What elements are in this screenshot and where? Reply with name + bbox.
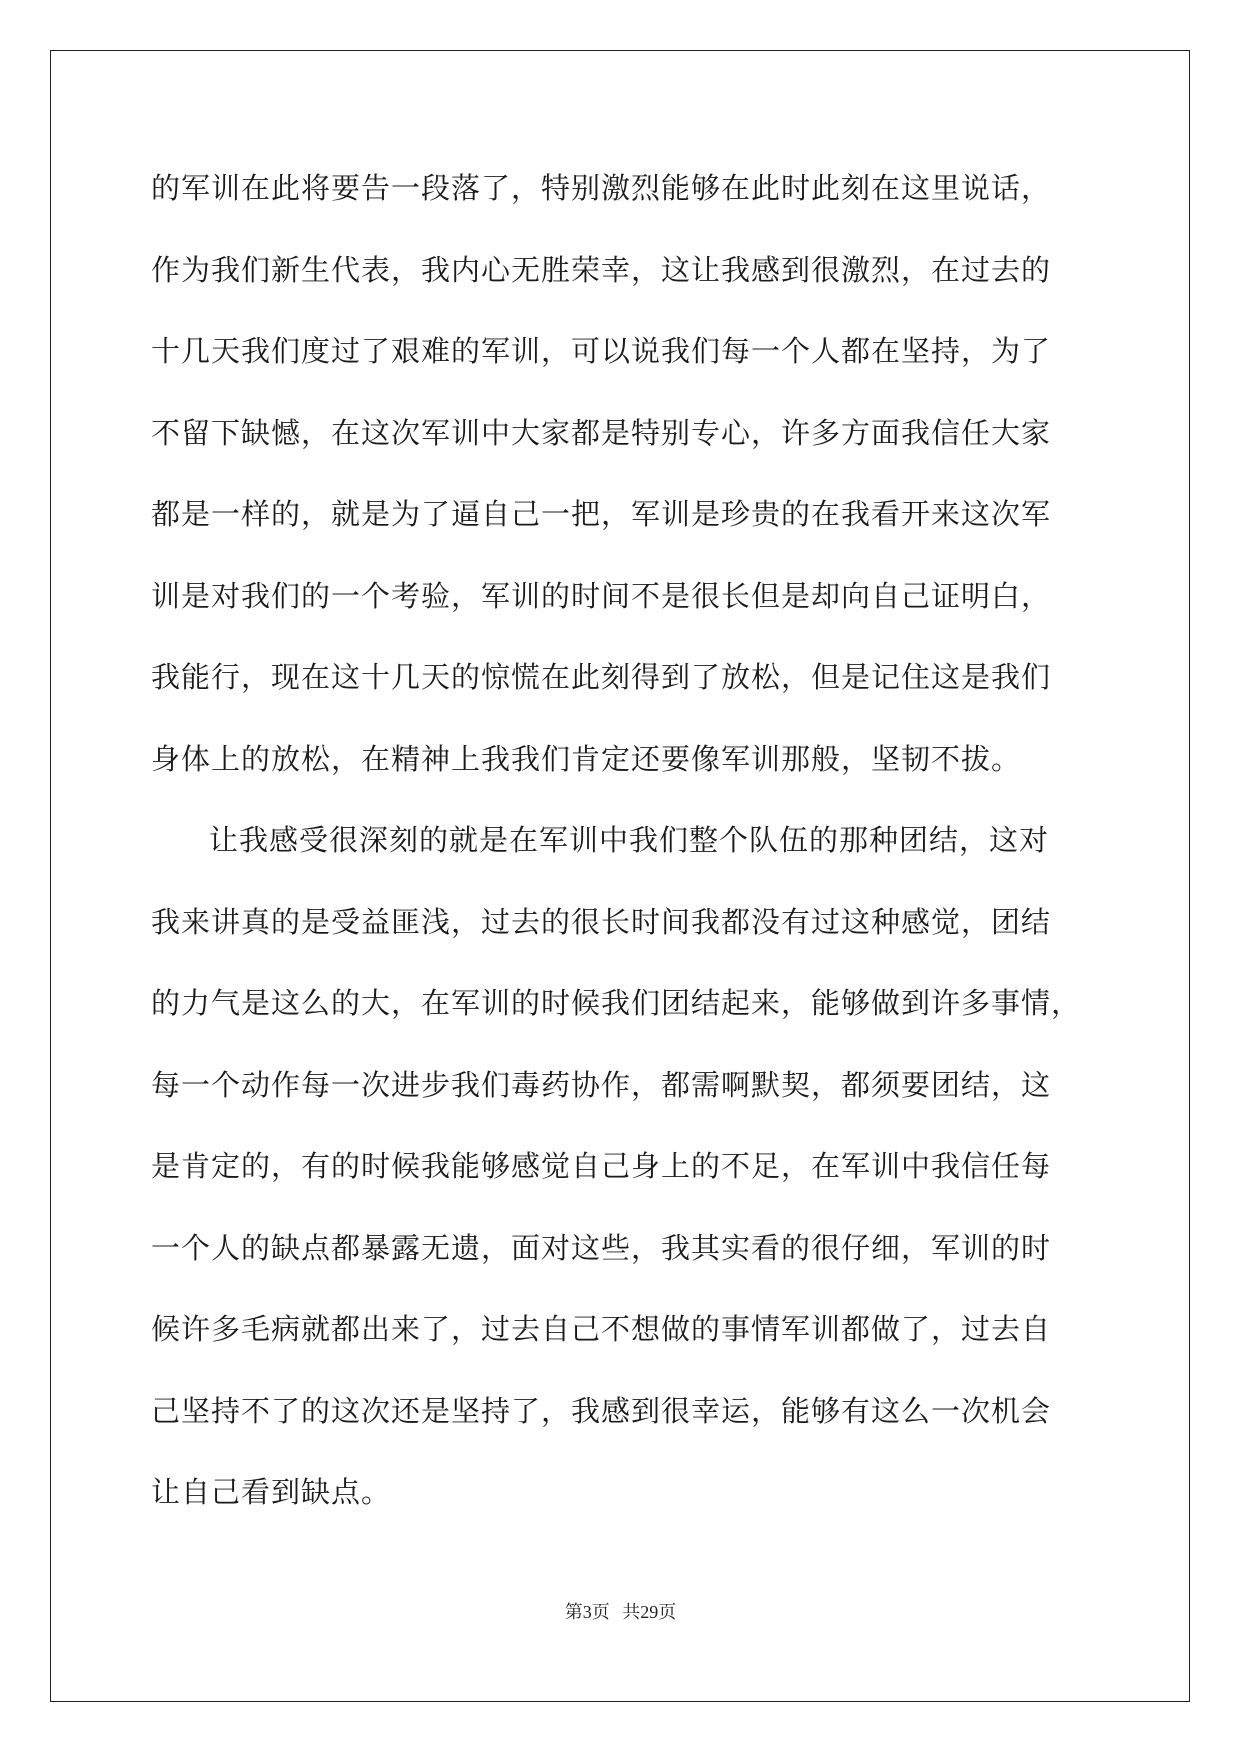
text-line: 己坚持不了的这次还是坚持了，我感到很幸运，能够有这么一次机会 [151, 1393, 1052, 1428]
text-line: 的军训在此将要告一段落了，特别激烈能够在此时此刻在这里说话， [151, 171, 1052, 205]
text-line: 身体上的放松，在精神上我我们肯定还要像军训那般，坚韧不拔。 [151, 741, 1022, 776]
text-line: 的力气是这么的大，在军训的时候我们团结起来，能够做到许多事情， [151, 986, 1082, 1020]
document-body [151, 148, 1091, 1534]
text-line-indented: 让我感受很深刻的就是在军训中我们整个队伍的那种团结，这对 [209, 823, 1050, 857]
page-number: 第3页 [564, 1602, 610, 1622]
text-line: 是肯定的，有的时候我能够感觉自己身上的不足，在军训中我信任每 [151, 1149, 1052, 1183]
text-line: 候许多毛病就都出来了，过去自己不想做的事情军训都做了，过去自 [151, 1312, 1052, 1346]
text-line: 十几天我们度过了艰难的军训，可以说我们每一个人都在坚持，为了 [151, 334, 1052, 368]
total-pages: 共29页 [622, 1602, 677, 1622]
text-line: 都是一样的，就是为了逼自己一把，军训是珍贵的在我看开来这次军 [151, 497, 1052, 531]
text-line: 让自己看到缺点。 [151, 1475, 392, 1509]
text-line: 不留下缺憾，在这次军训中大家都是特别专心，许多方面我信任大家 [151, 415, 1052, 450]
page-footer [0, 1598, 1241, 1624]
text-line: 作为我们新生代表，我内心无胜荣幸，这让我感到很激烈，在过去的 [151, 252, 1052, 287]
text-line: 训是对我们的一个考验，军训的时间不是很长但是却向自己证明白， [151, 578, 1052, 613]
text-line: 一个人的缺点都暴露无遗，面对这些，我其实看的很仔细，军训的时 [151, 1230, 1052, 1265]
text-line: 每一个动作每一次进步我们毒药协作，都需啊默契，都须要团结，这 [151, 1067, 1052, 1102]
text-line: 我来讲真的是受益匪浅，过去的很长时间我都没有过这种感觉，团结 [151, 904, 1052, 939]
text-line: 我能行，现在这十几天的惊慌在此刻得到了放松，但是记住这是我们 [151, 660, 1052, 694]
